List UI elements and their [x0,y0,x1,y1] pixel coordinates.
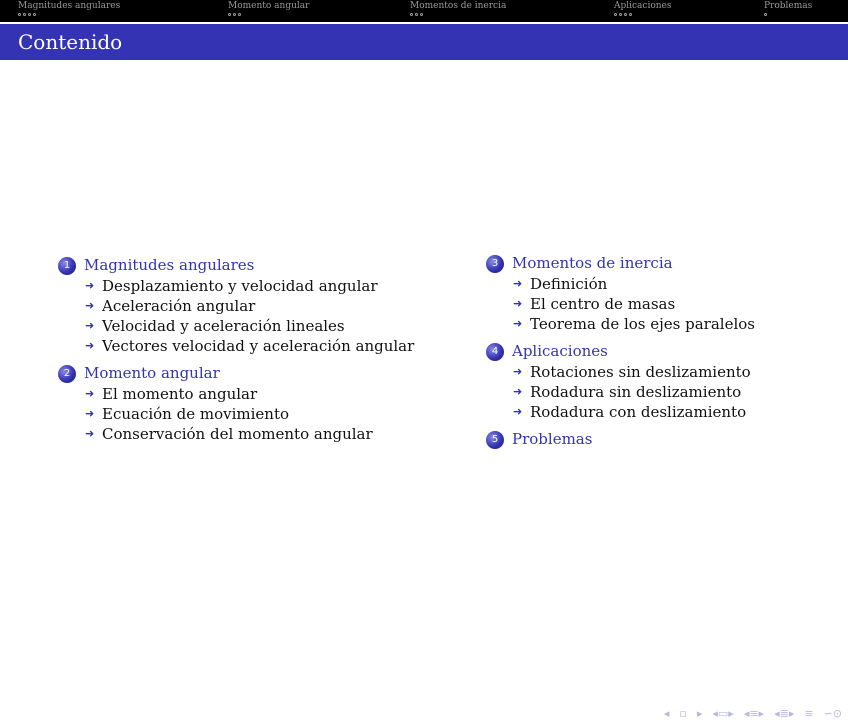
toc-subsection[interactable]: ➜ Conservación del momento angular [85,425,373,443]
subsection-arrow-icon: ➜ [513,297,523,310]
toc-subsection[interactable]: ➜ Rodadura con deslizamiento [513,403,747,421]
section-number-ball: 4 [486,343,504,361]
toc-left-column [58,256,458,452]
subsection-arrow-icon: ➜ [85,319,95,332]
nav-next-slide-icon[interactable]: ▸ [696,707,703,720]
toc-subsection[interactable]: ➜ Rodadura sin deslizamiento [513,383,742,401]
toc-section-2 [58,364,458,444]
toc-subsection[interactable]: ➜ Vectores velocidad y aceleración angular [85,337,415,355]
toc-section-title-magnitudes-angulares[interactable]: Magnitudes angulares [84,256,255,274]
nav-align-icon[interactable]: ≡ [804,707,814,720]
nav-search-icon[interactable]: ∽⊙ [823,707,842,720]
subsection-arrow-icon: ➜ [513,385,523,398]
nav-section-icon[interactable]: ◂≡▸ [743,707,765,720]
nav-subsection-icon[interactable]: ◂▭▸ [712,707,734,720]
toc-right-column [486,254,826,458]
subsection-arrow-icon: ➜ [85,279,95,292]
frame-title: Contenido [18,30,123,54]
subsection-arrow-icon: ➜ [513,405,523,418]
toc-subsection[interactable]: ➜ Rotaciones sin deslizamiento [513,363,751,381]
toc-section-title-momentos-de-inercia[interactable]: Momentos de inercia [512,254,673,272]
toc-section-title-problemas[interactable]: Problemas [512,430,593,448]
subsection-arrow-icon: ➜ [513,365,523,378]
toc-section-4 [486,342,826,422]
toc-subsection[interactable]: ➜ Ecuación de movimiento [85,405,290,423]
subsection-arrow-icon: ➜ [85,407,95,420]
nav-section-momentos-de-inercia[interactable]: Momentos de inercia [410,1,507,11]
nav-document-icon[interactable]: ◂≣▸ [774,707,795,720]
toc-section-title-momento-angular[interactable]: Momento angular [84,364,220,382]
section-number-ball: 3 [486,255,504,273]
toc-subsection[interactable]: ➜ Definición [513,275,608,293]
toc-subsection[interactable]: ➜ Teorema de los ejes paralelos [513,315,755,333]
nav-section-problemas[interactable]: Problemas [764,1,813,11]
toc-subsection[interactable]: ➜ Aceleración angular [85,297,256,315]
toc-section-5 [486,430,826,450]
subsection-arrow-icon: ➜ [85,387,95,400]
nav-dots-4 [614,13,632,17]
nav-dots-5 [764,13,767,17]
beamer-navigation-symbols [664,707,842,720]
toc-subsection[interactable]: ➜ El centro de masas [513,295,676,313]
nav-dots-1 [18,13,36,17]
section-navigation-bar [0,0,848,22]
nav-prev-slide-icon[interactable]: ◂ [663,707,670,720]
toc-section-3 [486,254,826,334]
nav-section-magnitudes-angulares[interactable]: Magnitudes angulares [18,1,121,11]
subsection-arrow-icon: ➜ [513,277,523,290]
toc-subsection[interactable]: ➜ El momento angular [85,385,258,403]
subsection-arrow-icon: ➜ [85,339,95,352]
nav-section-momento-angular[interactable]: Momento angular [228,1,310,11]
section-number-ball: 5 [486,431,504,449]
subsection-arrow-icon: ➜ [85,299,95,312]
subsection-arrow-icon: ➜ [85,427,95,440]
nav-dots-2 [228,13,241,17]
toc-subsection[interactable]: ➜ Desplazamiento y velocidad angular [85,277,378,295]
toc-section-title-aplicaciones[interactable]: Aplicaciones [512,342,608,360]
subsection-arrow-icon: ➜ [513,317,523,330]
toc-subsection[interactable]: ➜ Velocidad y aceleración lineales [85,317,345,335]
section-number-ball: 1 [58,257,76,275]
frame-title-bar [0,24,848,60]
toc-section-1 [58,256,458,356]
nav-frame-icon[interactable]: ▫ [679,707,687,720]
nav-section-aplicaciones[interactable]: Aplicaciones [614,1,672,11]
nav-dots-3 [410,13,423,17]
section-number-ball: 2 [58,365,76,383]
